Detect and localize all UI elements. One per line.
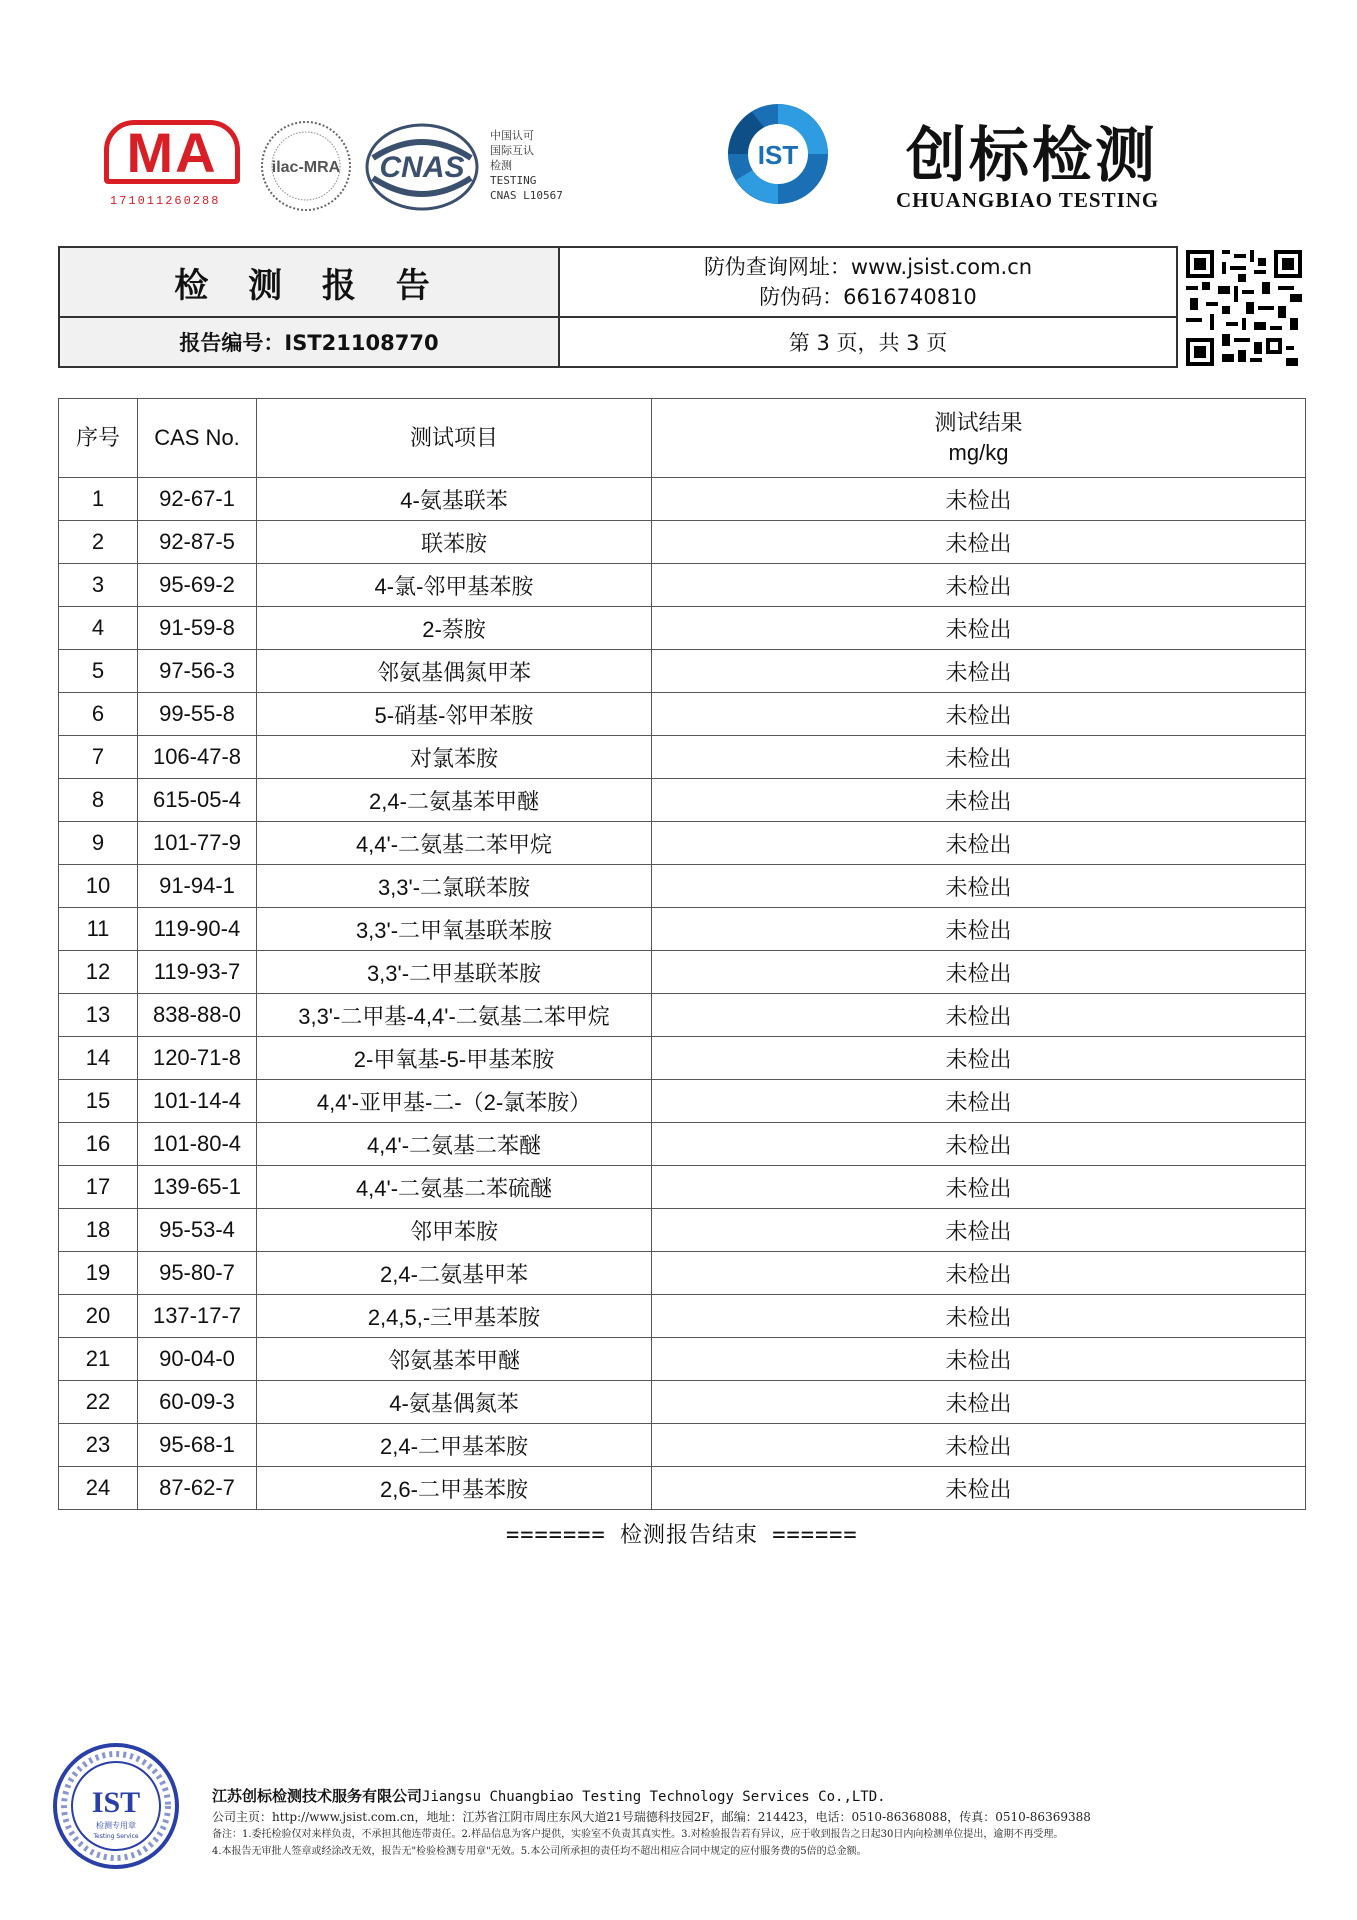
cell-item: 邻氨基苯甲醚 [257, 1338, 652, 1381]
cma-logo-text: MA [126, 121, 218, 184]
cell-result: 未检出 [652, 1338, 1306, 1381]
cell-cas: 92-87-5 [138, 521, 257, 564]
company-name-cn: 江苏创标检测技术服务有限公司 [212, 1787, 423, 1805]
cnas-caption-line: CNAS L10567 [490, 189, 563, 202]
seal-caption-en: Testing Service [93, 1833, 139, 1840]
report-title: 检 测 报 告 [60, 248, 560, 318]
page-indicator: 第 3 页，共 3 页 [788, 331, 948, 355]
cell-result: 未检出 [652, 1467, 1306, 1510]
ist-logo-text: IST [757, 140, 799, 170]
cell-result: 未检出 [652, 822, 1306, 865]
cell-item: 3,3'-二甲基联苯胺 [257, 951, 652, 994]
cell-no: 10 [59, 865, 138, 908]
cell-item: 邻甲苯胺 [257, 1209, 652, 1252]
table-row [59, 1080, 1306, 1123]
header-result-unit: mg/kg [948, 440, 1009, 465]
ist-seal-icon [52, 1742, 180, 1870]
cell-item: 4,4'-二氨基二苯硫醚 [257, 1166, 652, 1209]
cell-item: 2,4-二甲基苯胺 [257, 1424, 652, 1467]
cell-no: 16 [59, 1123, 138, 1166]
cell-no: 12 [59, 951, 138, 994]
cell-result: 未检出 [652, 1252, 1306, 1295]
ilac-mra-text: ilac-MRA [271, 159, 341, 176]
table-row [59, 736, 1306, 779]
cell-item: 2-萘胺 [257, 607, 652, 650]
cell-cas: 95-80-7 [138, 1252, 257, 1295]
cell-cas: 95-53-4 [138, 1209, 257, 1252]
cell-no: 11 [59, 908, 138, 951]
cell-cas: 615-05-4 [138, 779, 257, 822]
header-cas: CAS No. [138, 399, 257, 478]
cell-no: 8 [59, 779, 138, 822]
cell-no: 14 [59, 1037, 138, 1080]
cell-item: 3,3'-二甲氧基联苯胺 [257, 908, 652, 951]
cell-result: 未检出 [652, 564, 1306, 607]
cell-cas: 120-71-8 [138, 1037, 257, 1080]
cell-no: 15 [59, 1080, 138, 1123]
cell-item: 4,4'-二氨基二苯甲烷 [257, 822, 652, 865]
report-header-block [58, 246, 1178, 368]
cnas-logo-text: CNAS [379, 151, 465, 184]
table-row [59, 994, 1306, 1037]
cell-result: 未检出 [652, 1080, 1306, 1123]
cell-result: 未检出 [652, 779, 1306, 822]
cell-item: 2-甲氧基-5-甲基苯胺 [257, 1037, 652, 1080]
footer-note-1: 备注：1.委托检验仅对来样负责，不承担其他连带责任。2.样品信息为客户提供，实验室不负责其真实性。3.对检验报告若有异议，应于收到报告之日起30日内向检测单位提出，逾期不再受理。 [212, 1829, 1064, 1840]
cell-cas: 119-93-7 [138, 951, 257, 994]
cell-item: 2,4-二氨基苯甲醚 [257, 779, 652, 822]
header-no: 序号 [59, 399, 138, 478]
cell-item: 3,3'-二甲基-4,4'-二氨基二苯甲烷 [257, 994, 652, 1037]
brand-name-en: CHUANGBIAO TESTING [896, 188, 1160, 212]
table-row [59, 822, 1306, 865]
table-row [59, 951, 1306, 994]
header-result-label: 测试结果 [934, 410, 1023, 435]
cell-cas: 99-55-8 [138, 693, 257, 736]
cell-item: 3,3'-二氯联苯胺 [257, 865, 652, 908]
seal-caption: 检测专用章 [96, 1821, 136, 1830]
cell-result: 未检出 [652, 865, 1306, 908]
cell-result: 未检出 [652, 478, 1306, 521]
cell-cas: 101-80-4 [138, 1123, 257, 1166]
table-row [59, 908, 1306, 951]
header-item: 测试项目 [257, 399, 652, 478]
footer [212, 1785, 1322, 1860]
cell-result: 未检出 [652, 521, 1306, 564]
table-row [59, 1295, 1306, 1338]
cell-cas: 101-77-9 [138, 822, 257, 865]
table-row [59, 607, 1306, 650]
table-row [59, 1338, 1306, 1381]
table-header-row [59, 399, 1306, 478]
cell-item: 对氯苯胺 [257, 736, 652, 779]
cell-result: 未检出 [652, 994, 1306, 1037]
table-row [59, 478, 1306, 521]
cell-cas: 139-65-1 [138, 1166, 257, 1209]
table-row [59, 521, 1306, 564]
cell-cas: 95-68-1 [138, 1424, 257, 1467]
cnas-caption-line: 中国认可 [490, 129, 534, 142]
cell-no: 18 [59, 1209, 138, 1252]
cell-result: 未检出 [652, 1295, 1306, 1338]
qr-code-icon [1186, 250, 1302, 366]
cell-no: 17 [59, 1166, 138, 1209]
table-row [59, 1209, 1306, 1252]
verify-code: 防伪码：6616740810 [759, 285, 977, 309]
table-row [59, 1166, 1306, 1209]
cnas-caption-line: 国际互认 [490, 144, 534, 157]
cell-no: 21 [59, 1338, 138, 1381]
cell-no: 6 [59, 693, 138, 736]
cell-result: 未检出 [652, 1381, 1306, 1424]
cma-number: 171011260288 [110, 194, 221, 208]
cell-result: 未检出 [652, 1166, 1306, 1209]
table-row [59, 1424, 1306, 1467]
results-table [58, 398, 1306, 1510]
cell-result: 未检出 [652, 1037, 1306, 1080]
cell-item: 5-硝基-邻甲苯胺 [257, 693, 652, 736]
table-row [59, 1123, 1306, 1166]
cell-no: 9 [59, 822, 138, 865]
cell-no: 3 [59, 564, 138, 607]
cell-cas: 87-62-7 [138, 1467, 257, 1510]
cell-item: 4,4'-亚甲基-二-（2-氯苯胺） [257, 1080, 652, 1123]
table-body [59, 478, 1306, 1510]
cell-cas: 106-47-8 [138, 736, 257, 779]
cell-cas: 137-17-7 [138, 1295, 257, 1338]
table-row [59, 693, 1306, 736]
cell-no: 4 [59, 607, 138, 650]
cell-result: 未检出 [652, 607, 1306, 650]
ist-logo [722, 98, 834, 210]
seal-text: IST [91, 1786, 141, 1819]
cell-item: 2,4-二氨基甲苯 [257, 1252, 652, 1295]
cell-item: 邻氨基偶氮甲苯 [257, 650, 652, 693]
cell-result: 未检出 [652, 908, 1306, 951]
cell-item: 4-氨基偶氮苯 [257, 1381, 652, 1424]
footer-company [212, 1785, 1322, 1808]
cell-cas: 101-14-4 [138, 1080, 257, 1123]
cell-no: 13 [59, 994, 138, 1037]
cell-cas: 97-56-3 [138, 650, 257, 693]
cell-no: 19 [59, 1252, 138, 1295]
company-name-en: Jiangsu Chuangbiao Testing Technology Services Co.,LTD. [422, 1789, 886, 1805]
cell-item: 联苯胺 [257, 521, 652, 564]
cell-item: 4,4'-二氨基二苯醚 [257, 1123, 652, 1166]
header-result [652, 399, 1306, 478]
cell-result: 未检出 [652, 736, 1306, 779]
cell-item: 2,4,5,-三甲基苯胺 [257, 1295, 652, 1338]
cma-logo [104, 118, 244, 214]
cell-cas: 91-59-8 [138, 607, 257, 650]
cell-result: 未检出 [652, 1123, 1306, 1166]
cell-cas: 60-09-3 [138, 1381, 257, 1424]
cell-item: 4-氯-邻甲基苯胺 [257, 564, 652, 607]
cnas-caption-line: 检测 [490, 159, 512, 172]
table-row [59, 564, 1306, 607]
cell-cas: 92-67-1 [138, 478, 257, 521]
cell-item: 2,6-二甲基苯胺 [257, 1467, 652, 1510]
table-row [59, 1037, 1306, 1080]
cell-no: 5 [59, 650, 138, 693]
cell-result: 未检出 [652, 650, 1306, 693]
cnas-logo [365, 122, 480, 212]
verify-url: 防伪查询网址：www.jsist.com.cn [703, 255, 1033, 279]
cell-no: 22 [59, 1381, 138, 1424]
brand-name-cn: 创标检测 [906, 121, 1158, 191]
table-row [59, 779, 1306, 822]
table-row [59, 1467, 1306, 1510]
cell-no: 1 [59, 478, 138, 521]
cell-result: 未检出 [652, 1424, 1306, 1467]
table-row [59, 650, 1306, 693]
verification-info [560, 248, 1176, 318]
cell-result: 未检出 [652, 951, 1306, 994]
cell-result: 未检出 [652, 1209, 1306, 1252]
footer-note-2: 4.本报告无审批人签章或经涂改无效，报告无"检验检测专用章"无效。5.本公司所承担的责任均不超出相应合同中规定的应付服务费的5倍的总金额。 [212, 1846, 867, 1857]
cell-item: 4-氨基联苯 [257, 478, 652, 521]
cell-cas: 90-04-0 [138, 1338, 257, 1381]
cell-no: 2 [59, 521, 138, 564]
table-row [59, 865, 1306, 908]
cell-result: 未检出 [652, 693, 1306, 736]
cell-no: 23 [59, 1424, 138, 1467]
cell-no: 24 [59, 1467, 138, 1510]
table-row [59, 1252, 1306, 1295]
cell-cas: 95-69-2 [138, 564, 257, 607]
ilac-mra-logo [258, 118, 354, 214]
footer-contact: 公司主页：http://www.jsist.com.cn，地址：江苏省江阴市周庄东风大道21号瑞德科技园2F，邮编：214423，电话：0510-86368088，传真：0510-86369388 [212, 1810, 1091, 1824]
cnas-caption [490, 128, 580, 203]
table-row [59, 1381, 1306, 1424]
cell-cas: 91-94-1 [138, 865, 257, 908]
end-of-report-mark: ======= 检测报告结束 ====== [506, 1523, 858, 1548]
cell-cas: 119-90-4 [138, 908, 257, 951]
cell-no: 7 [59, 736, 138, 779]
cnas-caption-line: TESTING [490, 174, 537, 187]
cell-no: 20 [59, 1295, 138, 1338]
cell-cas: 838-88-0 [138, 994, 257, 1037]
report-number: 报告编号：IST21108770 [60, 318, 560, 366]
